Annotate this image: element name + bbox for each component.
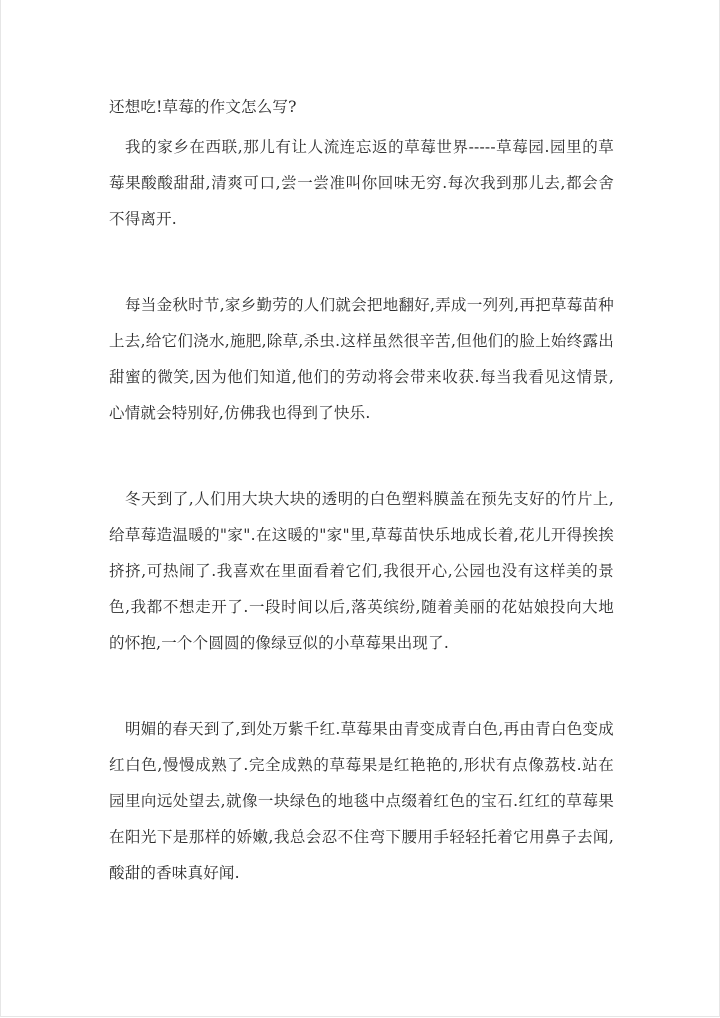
- paragraph-spacer: [109, 431, 614, 481]
- paragraph-2: 每当金秋时节,家乡勤劳的人们就会把地翻好,弄成一列列,再把草莓苗种上去,给它们浇水,施肥,除草,杀虫.这样虽然很辛苦,但他们的脸上始终露出甜蜜的微笑,因为他们知道,他们的劳动将会带来收获.每当我看见这情景,心情就会特别好,仿佛我也得到了快乐.: [109, 296, 614, 422]
- paragraph-spacer: [109, 237, 614, 287]
- document-body: [109, 91, 614, 891]
- paragraph-3: 冬天到了,人们用大块大块的透明的白色塑料膜盖在预先支好的竹片上,给草莓造温暖的"家".在这暖的"家"里,草莓苗快乐地成长着,花儿开得挨挨挤挤,可热闹了.我喜欢在里面看着它们,我很开心,公园也没有这样美的景色,我都不想走开了.一段时间以后,落英缤纷,随着美丽的花姑娘投向大地的怀抱,一个个圆圆的像绿豆似的小草莓果出现了.: [109, 490, 614, 652]
- paragraph-1: 我的家乡在西联,那儿有让人流连忘返的草莓世界-----草莓园.园里的草莓果酸酸甜甜,清爽可口,尝一尝准叫你回味无穷.每次我到那儿去,都会舍不得离开.: [109, 138, 614, 228]
- paragraph-spacer: [109, 661, 614, 711]
- paragraph-4: 明媚的春天到了,到处万紫千红.草莓果由青变成青白色,再由青白色变成红白色,慢慢成熟了.完全成熟的草莓果是红艳艳的,形状有点像荔枝.站在园里向远处望去,就像一块绿色的地毯中点缀着红色的宝石.红红的草莓果在阳光下是那样的娇嫩,我总会忍不住弯下腰用手轻轻托着它用鼻子去闻,酸甜的香味真好闻.: [109, 720, 614, 882]
- document-title: 还想吃!草莓的作文怎么写?: [109, 98, 297, 116]
